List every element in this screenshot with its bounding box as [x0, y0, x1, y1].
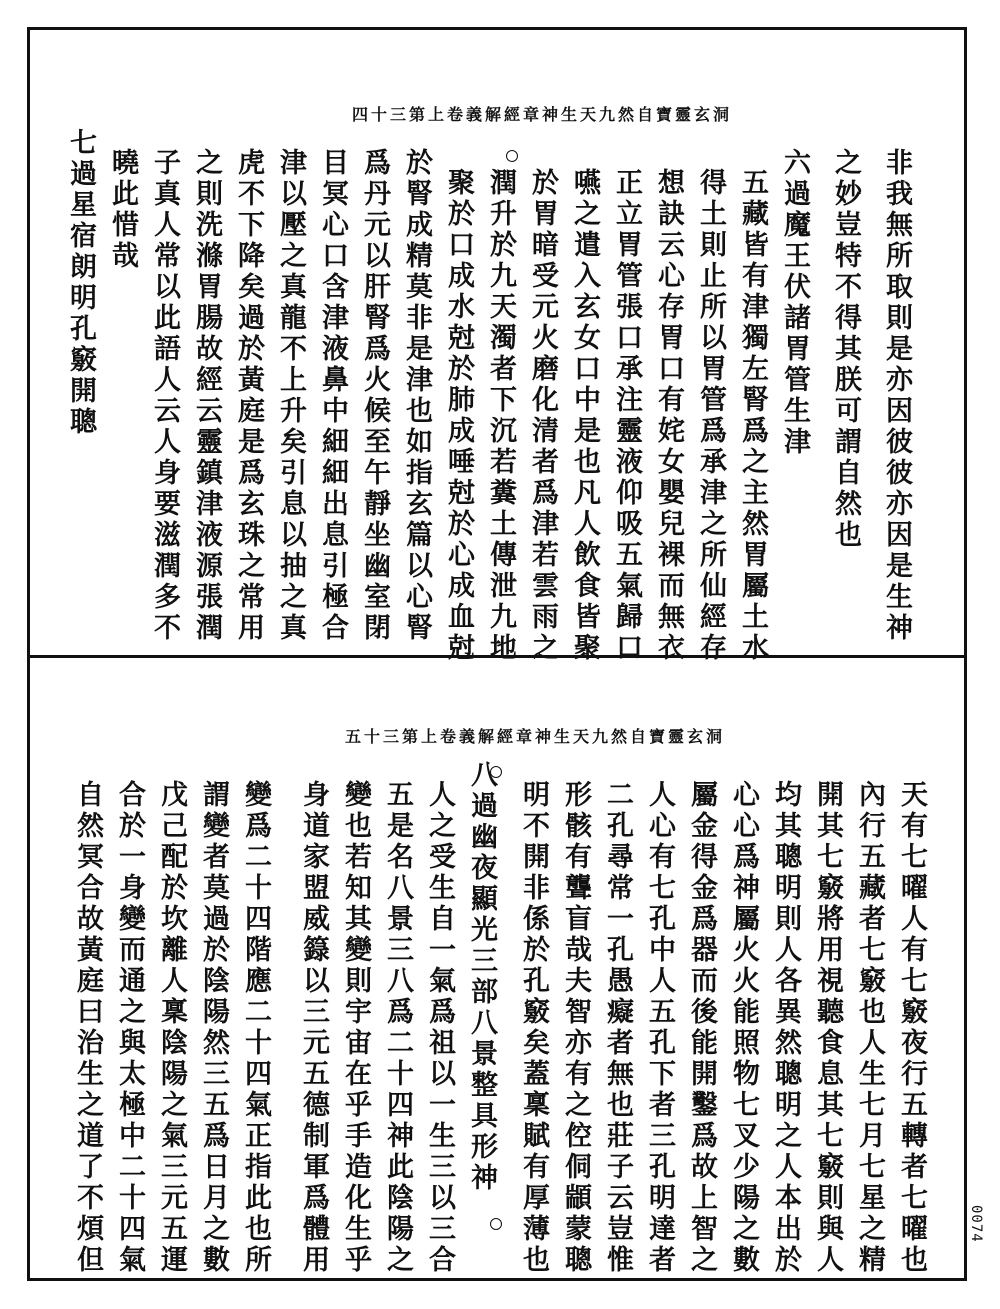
text-column: 屬金得金爲器而後能開鑿爲故上智之: [686, 780, 717, 1276]
text-column: 津以壓之真龍不上升矣引息以抽之真: [275, 148, 306, 644]
text-column: 自然冥合故黃庭曰治生之道了不煩但: [72, 780, 103, 1276]
text-column: 爲丹元以肝腎爲火候至午靜坐幽室閉: [359, 148, 390, 644]
section-end-circle: [490, 1218, 502, 1230]
text-column: 內行五藏者七竅也人生七月七星之精: [854, 780, 885, 1276]
text-column: 謂變者莫過於陰陽然三五爲日月之數: [198, 780, 229, 1276]
bottom-page-header: 洞玄靈寶自然九天生神章經解義卷上第三十五: [345, 727, 726, 746]
text-column: 戊己配於坎離人稟陰陽之氣三元五運: [156, 780, 187, 1276]
text-column: 明不開非係於孔竅矣蓋稟賦有厚薄也: [518, 780, 549, 1276]
text-column: 非我無所取則是亦因彼彼亦因是生神: [881, 148, 912, 644]
section-heading: 八過幽夜顯光三部八景整具形神: [466, 760, 497, 1194]
text-column: 曉此惜哉: [107, 148, 138, 272]
text-column: 之則洗滌胃腸故經云靈鎮津液源張潤: [191, 148, 222, 644]
text-column: 正立胃管張口承注靈液仰吸五氣歸口: [611, 168, 642, 664]
text-column: 目冥心口含津液鼻中細細出息引極合: [317, 148, 348, 644]
text-column: 聚於口成水尅於肺成唾尅於心成血尅: [443, 168, 474, 664]
section-mark-circle: [490, 766, 502, 778]
text-column: 於腎成精莫非是津也如指玄篇以心腎: [401, 148, 432, 644]
section-heading: 六過魔王伏諸胃管生津: [779, 148, 810, 458]
text-column: 開其七竅將用視聽食息其七竅則與人: [812, 780, 843, 1276]
text-column: 人之受生自一氣爲祖以一生三以三合: [424, 780, 455, 1276]
text-column: 想訣云心存胃口有姹女嬰兒裸而無衣: [653, 168, 684, 664]
text-column: 虎不下降矣過於黃庭是爲玄珠之常用: [233, 148, 264, 644]
text-column: 形骸有聾盲哉夫智亦有之倥侗顓蒙聰: [560, 780, 591, 1276]
text-column: 人心有七孔中人五孔下者三孔明達者: [644, 780, 675, 1276]
text-column: 之妙豈特不得其朕可謂自然也: [830, 148, 861, 551]
text-column: 於胃暗受元火磨化清者爲津若雲雨之: [527, 168, 558, 664]
text-column: 潤升於九天濁者下沉若糞土傳泄九地: [485, 168, 516, 664]
text-column: 得土則止所以胃管爲承津之所仙經存: [695, 168, 726, 664]
text-column: 嚥之遣入玄女口中是也凡人飲食皆聚: [569, 168, 600, 664]
text-column: 心心爲神屬火火能照物七叉少陽之數: [728, 780, 759, 1276]
section-heading: 七過星宿朗明孔竅開聰: [65, 128, 96, 438]
text-column: 子真人常以此語人云人身要滋潤多不: [149, 148, 180, 644]
page-number: 0074: [968, 1205, 984, 1243]
text-column: 身道家盟威籙以三元五德制軍爲體用: [298, 780, 329, 1276]
text-column: 合於一身變而通之與太極中二十四氣: [114, 780, 145, 1276]
text-column: 變爲二十四階應二十四氣正指此也所: [240, 780, 271, 1276]
text-column: 變也若知其變則宇宙在乎手造化生乎: [340, 780, 371, 1276]
text-column: 二孔尋常一孔愚癡者無也莊子云豈惟: [602, 780, 633, 1276]
text-column: 五藏皆有津獨左腎爲之主然胃屬土水: [737, 168, 768, 664]
section-mark-circle: [506, 150, 518, 162]
top-page-header: 洞玄靈寶自然九天生神章經解義卷上第三十四: [352, 105, 733, 124]
text-column: 五是名八景三八爲二十四神此陰陽之: [382, 780, 413, 1276]
text-column: 均其聰明則人各異然聰明之人本出於: [770, 780, 801, 1276]
text-column: 天有七曜人有七竅夜行五轉者七曜也: [896, 780, 927, 1276]
